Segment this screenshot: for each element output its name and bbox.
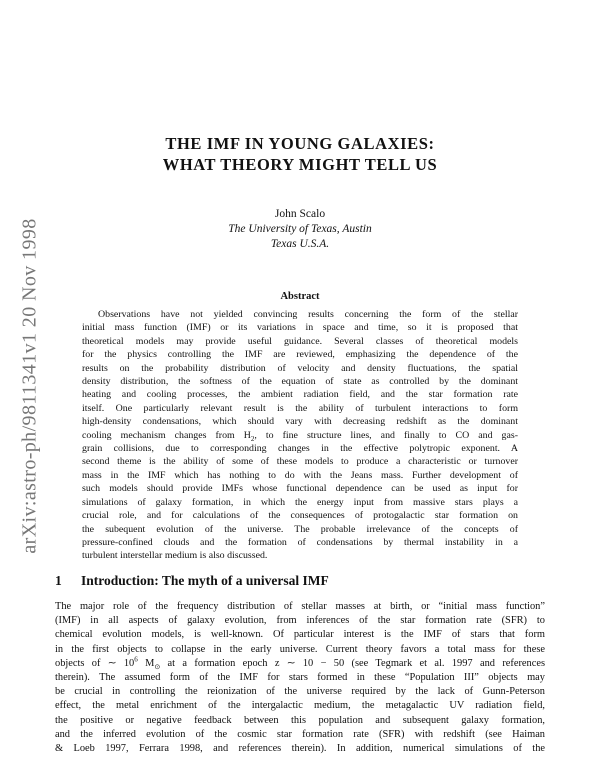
- body-text-part: M: [137, 657, 155, 669]
- author-block: [100, 207, 500, 252]
- abstract-line: initial mass function (IMF) or its variations in space and time, so it is proposed that: [82, 322, 518, 334]
- body-line: (IMF) in all aspects of galaxy evolution, from inferences of the star formation rate (SFR) to: [55, 615, 545, 627]
- paper-title: [100, 133, 500, 175]
- body-line: effect, the metal enrichment of the intergalactic medium, the metagalactic UV radiation field,: [55, 700, 545, 712]
- body-line: and the inferred evolution of the cosmic star formation rate (SFR) with redshift (see Haiman: [55, 728, 545, 740]
- exponent: 6: [134, 655, 138, 664]
- abstract-line: Observations have not yielded convincing results concerning the form of the stellar: [98, 309, 518, 320]
- body-line: & Loeb 1997, Ferrara 1998, and references therein). In addition, numerical simulations of the: [55, 743, 545, 755]
- abstract-line: grain collisions, due to corresponding changes in the effective polytropic exponent. A: [82, 443, 518, 455]
- abstract-line: crucial role, and for calculations of the consequences of protogalactic star formation on: [82, 510, 518, 522]
- body-line: the positive or negative feedback between this population and subsequent galaxy formation,: [55, 714, 545, 726]
- abstract-text: , to fine structure lines, and finally to CO and gas-: [254, 429, 518, 441]
- section-heading: [55, 573, 329, 589]
- body-line: chemical evolution models, is well-known. Of particular interest is the IMF of stars that form: [55, 629, 545, 641]
- abstract-line: turbulent interstellar medium is also discussed.: [82, 550, 268, 562]
- body-line: [55, 657, 545, 671]
- abstract: [82, 308, 518, 563]
- body-line: in the first objects to collapse in the early universe. Current theory favors a total mass for these: [55, 643, 545, 655]
- abstract-line: mass in the IMF which has nothing to do with the Jeans mass. Further development of: [82, 469, 518, 481]
- author-name: John Scalo: [274, 208, 326, 220]
- body-line: therein). The assumed form of the IMF for stars formed in these “Population III” objects may: [55, 672, 545, 684]
- abstract-line: the subequent evolution of the universe. The probable irrelevance of the concepts of: [82, 523, 518, 535]
- abstract-line: results on the probability distribution of velocity and density fluctuations, the spatial: [82, 362, 518, 374]
- abstract-line: pressure-confined clouds and the formation of condensations by thermal instability in a: [82, 536, 518, 548]
- abstract-line: theoretical models may provide useful guidance. Several classes of theoretical models: [82, 335, 518, 347]
- abstract-line: heating and cooling processes, the ambient radiation field, and the star formation rate: [82, 389, 518, 401]
- abstract-line: high-density condensations, which should vary with decreasing redshift as the dominant: [82, 416, 518, 428]
- affiliation-line: Texas U.S.A.: [270, 238, 330, 250]
- abstract-text: cooling mechanism changes from H: [82, 429, 251, 441]
- body-line: be crucial in controlling the reionization of the universe required by the lack of Gunn-Peterson: [55, 686, 545, 698]
- arxiv-id: arXiv:astro-ph/9811341v1 20 Nov 1998: [18, 218, 41, 554]
- sun-subscript: ⊙: [154, 662, 161, 671]
- section-number: 1: [55, 573, 62, 588]
- arxiv-stamp: [0, 0, 60, 776]
- abstract-line: [82, 429, 518, 442]
- abstract-heading: Abstract: [280, 291, 320, 302]
- h2-subscript: 2: [250, 434, 255, 443]
- affiliation-line: The University of Texas, Austin: [228, 223, 372, 235]
- title-line: WHAT THEORY MIGHT TELL US: [162, 155, 438, 174]
- body-text-part: at a formation epoch z ∼ 10 − 50 (see Tegmark et al. 1997 and references: [160, 657, 545, 669]
- body-text-part: objects of ∼ 10: [55, 657, 135, 669]
- abstract-line: density distribution, the softness of the equation of state as controlled by the dominant: [82, 376, 518, 388]
- body-line: The major role of the frequency distribution of stellar masses at birth, or “initial mass function”: [55, 601, 545, 612]
- abstract-line: for the physics controlling the IMF are reviewed, emphasizing the dependence of the: [82, 349, 518, 361]
- abstract-line: simulations of galaxy formation, in which the energy input from massive stars plays a: [82, 496, 518, 508]
- abstract-line: itself. One particularly relevant result is the ability of turbulent interactions to form: [82, 402, 518, 414]
- section-title: Introduction: The myth of a universal IMF: [81, 573, 329, 588]
- abstract-line: second theme is the ability of some of these models to produce a characteristic or turnover: [82, 456, 518, 468]
- title-line: THE IMF IN YOUNG GALAXIES:: [165, 134, 435, 153]
- body-text: [55, 600, 545, 756]
- abstract-line: such models should provide IMFs whose functional dependence can be used as input for: [82, 483, 518, 495]
